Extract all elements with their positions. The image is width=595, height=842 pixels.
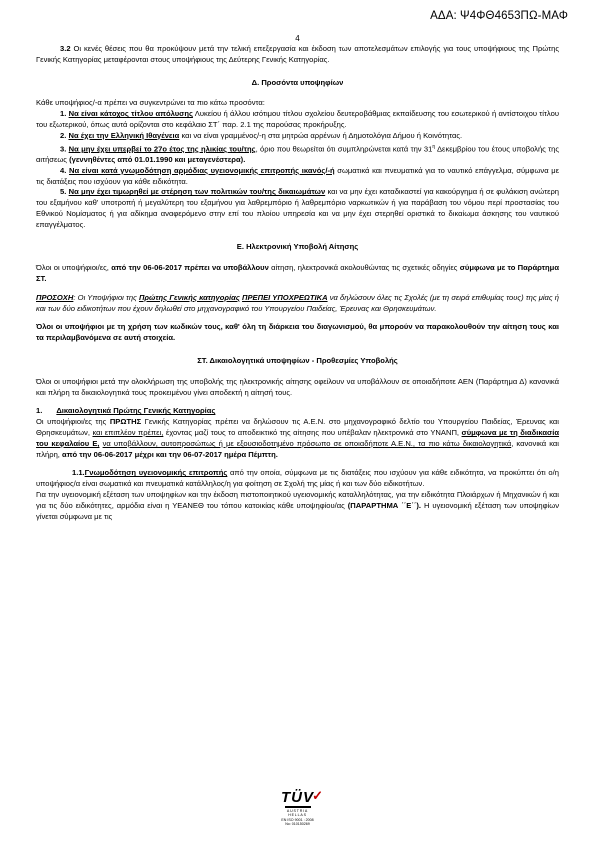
section-st-heading: ΣΤ. Δικαιολογητικά υποψηφίων - Προθεσμίες Υποβολής	[197, 356, 398, 366]
item-heading: Να μην έχει τιμωρηθεί με στέρηση των πολιτικών του/της δικαιωμάτων	[68, 187, 326, 197]
text-run: να δηλώσουν όλες τις Σχολές (με τη σειρά επιθυμίας τους) της μίας ή και των δύο ειδικοτήτων που έχουν δηλωθεί στο μηχανογραφικό του Υπουργείου Παιδείας, Έρευνας και Θρησκευμάτων.	[36, 292, 559, 313]
item-text: και να μην έχει καταδικαστεί για κακούργημα ή σε φυλάκιση ανώτερη του εξαμήνου καθ' υποτροπή ή μεγαλύτερη του εξαμήνου για λαθρεμπόριο ή λαθρεμπόριο ναρκωτικών ή για παράβαση του νόμου περί προστασίας του Εθνικού Νομίσματος ή για αδίκημα αναφερόμενο στην επί του πλοίου υπηρεσία και να μην έχει στερηθεί οριστικά το δικαίωμα άσκησης του ναυτικού επαγγέλματος.	[36, 187, 559, 229]
attention-note	[36, 293, 559, 315]
qualification-2	[36, 131, 559, 142]
certification-logo	[0, 790, 595, 827]
section-e-paragraph-3: Όλοι οι υποψήφιοι με τη χρήση των κωδικών τους, καθ' όλη τη διάρκεια του διαγωνισμού, θα μπορούν να παρακολουθούν την αίτηση τους και τα περιλαμβανόμενα σε αυτή στοιχεία.	[36, 322, 559, 343]
item-number: 5.	[60, 187, 67, 197]
item-number: 1.	[36, 406, 43, 416]
text-run: Όλοι οι υποψήφιοι/ες,	[36, 263, 112, 273]
qualification-5	[36, 187, 559, 230]
text-run: αίτηση, ηλεκτρονικά ακολουθώντας τις σχετικές οδηγίες	[268, 263, 460, 273]
logo-divider	[285, 806, 311, 808]
text-run: Για την υγειονομική εξέταση των υποψηφίων και την έκδοση πιστοποιητικού υγειονομικής καταλληλότητας, για την ειδικότητα Πλοιάρχων ή Μηχανικών ή και για τις δύο ειδικότητες, αρμόδια είναι η ΥΕΑΝΕΘ του τόπου κατοικίας κάθε υποψηφίου/ας	[36, 490, 559, 510]
subsection-1-text	[36, 417, 559, 460]
text-run: έχοντας μαζί τους το αποδεικτικό της αίτησης που υπέβαλαν ηλεκτρονικά στο ΥΝΑΝΠ,	[163, 428, 462, 438]
bold-run: ΠΡΕΠΕΙ ΥΠΟΧΡΕΩΤΙΚΑ	[242, 292, 328, 302]
section-e-heading: Ε. Ηλεκτρονική Υποβολή Αίτησης	[236, 242, 359, 252]
paragraph-3-2	[36, 44, 559, 66]
bold-run: από την 06-06-2017 πρέπει να υποβάλλουν	[111, 263, 269, 273]
subsection-1-1	[36, 468, 559, 490]
qualification-3	[36, 142, 559, 166]
item-heading: Να είναι κάτοχος τίτλου απόλυσης	[68, 109, 193, 119]
section-d-heading: Δ. Προσόντα υποψηφίων	[251, 77, 344, 87]
item-text: σωματικά και πνευματικά για το ναυτικό επάγγελμα, σύμφωνα με τις διατάξεις που ισχύουν για κάθε ειδικότητα.	[36, 165, 559, 186]
item-heading: Να μην έχει υπερβεί το 27ο έτος της ηλικίας του/της	[68, 144, 256, 154]
bold-run: από την 06-06-2017 μέχρι και την 06-07-2017 ημέρα Πέμπτη.	[62, 449, 278, 459]
tuv-logo	[281, 788, 324, 806]
logo-subtitle-2: HELLAS	[288, 813, 307, 818]
bold-run: σύμφωνα με τη διαδικασία του κεφαλαίου Ε,	[36, 428, 560, 448]
text-run: : Οι Υποψήφιοι της	[73, 292, 139, 302]
item-text: , όριο που θεωρείται ότι συμπληρώνεται κατά την 31	[255, 144, 433, 154]
qualifications-intro: Κάθε υποψήφιος/-α πρέπει να συγκεντρώνει τα πιο κάτω προσόντα:	[36, 98, 265, 108]
item-number: 4.	[60, 165, 67, 175]
text-run: Η υγειονομική εξέταση των υποψηφίων γίνεται σύμφωνα με τις	[36, 500, 559, 521]
section-e-paragraph-1	[36, 263, 559, 285]
bold-run: σύμφωνα με το Παράρτημα ΣΤ.	[36, 263, 559, 284]
attention-label: ΠΡΟΣΟΧΗ	[36, 292, 74, 302]
qualification-1	[36, 109, 559, 131]
page-number: 4	[295, 34, 300, 43]
logo-text: TÜV	[281, 789, 314, 806]
bold-run: (ΠΑΡΑΡΤΗΜΑ ΄΄Ε΄΄).	[347, 500, 422, 510]
item-text: και να είναι γραμμένος/-η στα μητρώα αρρένων ή Δημοτολόγια Δήμου ή Κοινότητας.	[179, 130, 463, 140]
text-run: , κανονικά και πλήρη,	[36, 438, 559, 459]
checkmark-icon: ✓	[312, 788, 324, 803]
logo-subtitle-1: AUSTRIA	[286, 809, 309, 813]
item-heading: Δικαιολογητικά Πρώτης Γενικής Κατηγορίας	[56, 406, 216, 416]
iso-certificate: EN ISO 9001 : 2008	[281, 817, 314, 822]
text-run: Γενικής Κατηγορίας πρέπει να δηλώσουν τις Α.Ε.Ν. στο μηχανογραφικό δελτίο του Υπουργείου Παιδείας, Έρευνας και Θρησκευμάτων,	[36, 417, 559, 438]
item-heading: Γνωμοδότηση υγειονομικής επιτροπής	[84, 468, 228, 478]
certificate-number: No: 010150269	[285, 822, 310, 827]
item-text: Λυκείου ή άλλου ισότιμου τίτλου σχολείου δευτεροβάθμιας εκπαίδευσης του εσωτερικού ή αντίστοιχου τίτλου του εξωτερικού, όπως αυτά ορίζονται στο κεφάλαιο ΣΤ΄ παρ. 2.1 της παρούσας προκήρυξης.	[36, 109, 559, 129]
item-heading: Να έχει την Ελληνική Ιθαγένεια	[68, 130, 180, 140]
subsection-1-heading	[36, 406, 559, 417]
superscript: η	[432, 143, 436, 150]
subsection-1-1-paragraph-2	[36, 490, 559, 522]
section-st-intro: Όλοι οι υποψήφιοι μετά την ολοκλήρωση της υποβολής της ηλεκτρονικής αίτησης οφείλουν να υποβάλλουν σε οποιαδήποτε ΑΕΝ (Παράρτημα Δ) κανονικά και πλήρη τα δικαιολογητικά τους προκειμένου γίνει αποδεκτή η αίτησή τους.	[36, 376, 559, 397]
item-number: 1.1.	[72, 468, 85, 478]
item-text: Δεκεμβρίου του έτους υποβολής της αιτήσεως	[36, 144, 559, 164]
item-number: 3.	[60, 144, 67, 154]
item-text: από την οποία, σύμφωνα με τις διατάξεις που ισχύουν για κάθε ειδικότητα, να προκύπτει ότι ο/η υποψήφιος/α είναι σωματικά και πνευματικά κατάλληλος/η για φοίτηση σε Σχολή της μίας ή και των δύο ειδικοτήτων.	[36, 468, 559, 489]
ada-code: ΑΔΑ: Ψ4ΦΘ4653ΠΩ-ΜΑΦ	[430, 10, 568, 22]
bold-run: ΠΡΩΤΗΣ	[109, 417, 142, 427]
qualification-4	[36, 166, 559, 188]
item-number: 2.	[60, 130, 67, 140]
underlined-run: να υποβάλλουν, αυτοπροσώπως ή με εξουσιοδοτημένο πρόσωπο σε οποιαδήποτε Α.Ε.Ν., τα πιο κάτω δικαιολογητικά	[102, 438, 512, 448]
item-number: 1.	[60, 109, 67, 119]
underlined-run: και επιπλέον πρέπει,	[92, 428, 164, 438]
item-bold: (γεννηθέντες από 01.01.1990 και μεταγενέστερα).	[69, 154, 246, 164]
clause-text: Οι κενές θέσεις που θα προκύψουν μετά την τελική επεξεργασία και έκδοση των αποτελεσμάτων επιλογής για τους υποψήφιους της Πρώτης Γενικής Κατηγορίας μεταφέρονται στους υποψήφιους της Δεύτερης Γενικής Κατηγορίας.	[36, 44, 559, 64]
clause-number: 3.2	[60, 44, 71, 53]
item-heading: Να είναι κατά γνωμοδότηση αρμόδιας υγειονομικής επιτροπής ικανός/-ή	[69, 165, 335, 175]
document-body	[36, 44, 559, 522]
text-run: Οι υποψήφιοι/ες της	[36, 417, 110, 427]
bold-run: Πρώτης Γενικής κατηγορίας	[138, 292, 240, 302]
